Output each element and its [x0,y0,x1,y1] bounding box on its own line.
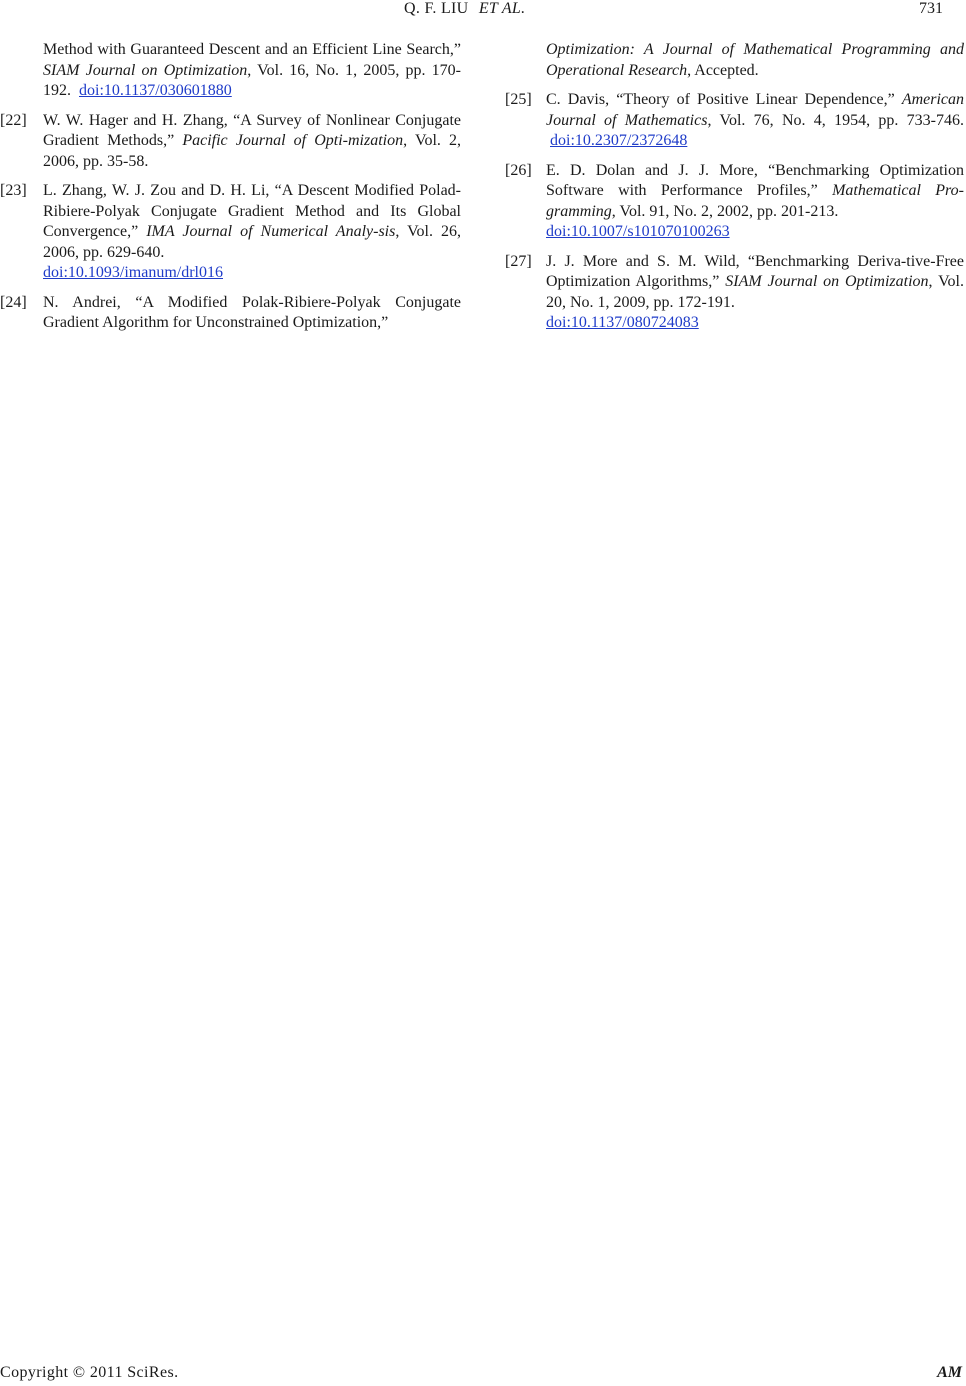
doi-link[interactable]: doi:10.2307/2372648 [550,132,688,149]
doi-link[interactable]: doi:10.1093/imanum/drl016 [43,264,223,281]
ref-body [43,111,461,173]
ref-text: W. W. Hager and H. Zhang, “A Survey of Nonlinear Conjugate Gradient Methods,” [43,111,461,149]
ref-details: , Vol. 76, No. 4, 1954, pp. 733-746. [707,111,965,129]
ref-number: [27] [505,252,532,270]
ref-journal: IMA Journal of Numerical Analy-sis [146,223,396,240]
ref-body [546,90,964,152]
ref-body [43,181,461,284]
ref-text: E. D. Dolan and J. J. More, “Benchmarking Optimization Software with Performance Profiles,” [546,161,964,199]
et-al: ET AL. [478,0,526,17]
ref-journal: Pacific Journal of Opti-mization [182,132,404,149]
ref-journal: Optimization: A Journal of Mathematical Programming and Operational Research [546,41,964,79]
doi-link[interactable]: doi:10.1137/030601880 [79,82,232,99]
ref-body [546,161,964,243]
ref-journal: American Journal of Mathematics [546,91,965,129]
reference-24 [0,293,461,334]
ref-journal: Mathematical Pro-gramming [546,182,965,220]
ref-text: Method with Guaranteed Descent and an Efficient Line Search,” [43,41,461,58]
page-number: 731 [919,0,943,17]
ref-text: L. Zhang, W. J. Zou and D. H. Li, “A Descent Modified Polad-Ribiere-Polyak Conjugate Gradient Method and Its Global Convergence,” [43,182,461,240]
ref-details: , Vol. 20, No. 1, 2009, pp. 172-191. [546,273,965,311]
copyright-notice: Copyright © 2011 SciRes. [0,1364,179,1381]
ref-details: , Vol. 2, 2006, pp. 35-58. [43,132,462,170]
reference-22 [0,111,461,173]
ref-number: [26] [505,161,532,179]
reference-continuation [546,40,964,81]
ref-journal: SIAM Journal on Optimization [43,61,248,79]
doi-link[interactable]: doi:10.1137/080724083 [546,314,699,331]
reference-23 [0,181,461,284]
journal-abbreviation: AM [937,1364,962,1381]
ref-text: N. Andrei, “A Modified Polak-Ribiere-Polyak Conjugate Gradient Algorithm for Unconstrained Optimization,” [43,293,461,331]
author-name: Q. F. LIU [404,0,469,17]
ref-body [43,293,461,334]
ref-number: [24] [0,293,27,311]
ref-number: [22] [0,111,27,129]
ref-details: , Accepted. [687,61,759,79]
ref-text: J. J. More and S. M. Wild, “Benchmarking Deriva-tive-Free Optimization Algorithms,” [546,252,964,290]
ref-journal: SIAM Journal on Optimization [725,273,929,290]
reference-continuation [43,40,461,102]
reference-27 [505,252,964,334]
doi-link[interactable]: doi:10.1007/s101070100263 [546,223,730,240]
ref-number: [25] [505,91,532,108]
reference-25 [505,90,964,152]
ref-body [546,252,964,334]
reference-26 [505,161,964,243]
ref-number: [23] [0,182,27,199]
references-left-column [0,40,461,343]
running-head-author [404,0,525,18]
ref-text: C. Davis, “Theory of Positive Linear Dependence,” [546,91,895,108]
ref-details: , Vol. 26, 2006, pp. 629-640. [43,223,461,261]
ref-details: , Vol. 91, No. 2, 2002, pp. 201-213. [611,202,839,220]
ref-details: , Vol. 16, No. 1, 2005, pp. 170-192. [43,61,462,99]
references-right-column [505,40,964,343]
